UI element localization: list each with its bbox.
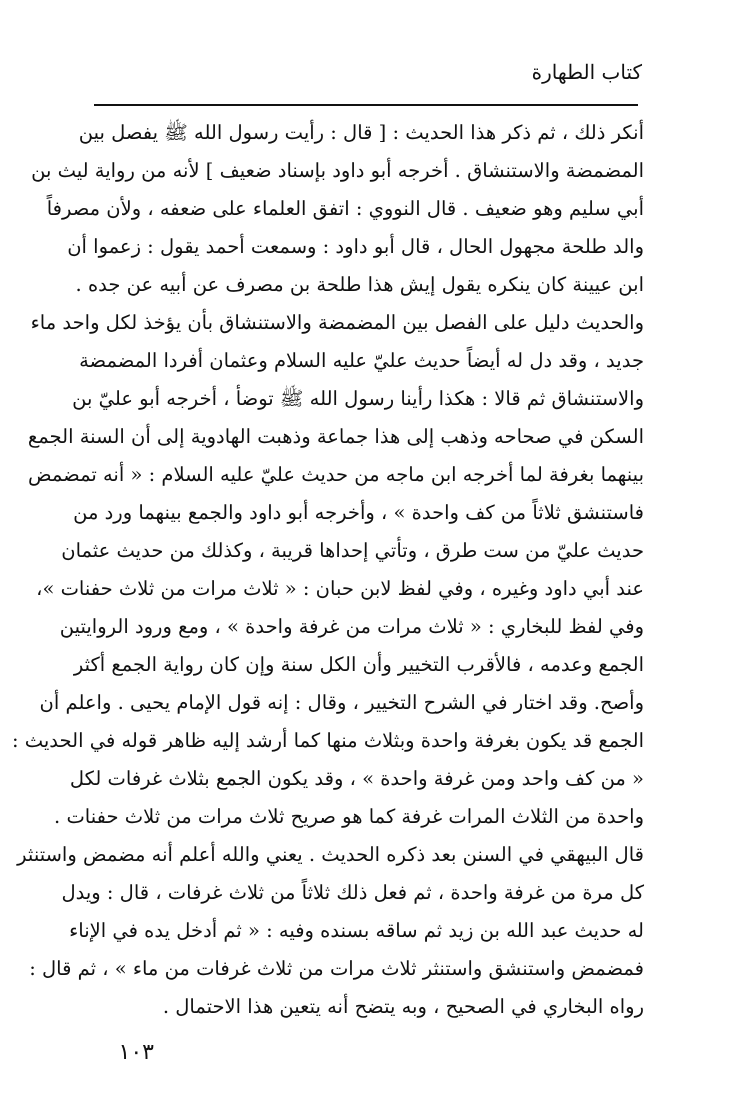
text-line: وفي لفظ للبخاري : « ثلاث مرات من غرفة واحدة » ، ومع ورود الروايتين [59, 615, 644, 638]
text-line: له حديث عبد الله بن زيد ثم ساقه بسنده وفيه : « ثم أدخل يده في الإناء [69, 919, 644, 942]
text-line: أنكر ذلك ، ثم ذكر هذا الحديث : [ قال : رأيت رسول الله ﷺ يفصل بين [78, 121, 644, 144]
text-line: أبي سليم وهو ضعيف . قال النووي : اتفق العلماء على ضعفه ، ولأن مصرفاً [46, 197, 644, 220]
text-line: والاستنشاق ثم قالا : هكذا رأينا رسول الله ﷺ توضأ ، أخرجه أبو عليّ بن [72, 387, 644, 410]
text-line: حديث عليّ من ست طرق ، وتأتي إحداها قريبة ، وكذلك من حديث عثمان [61, 539, 644, 562]
text-line: عند أبي داود وغيره ، وفي لفظ لابن حبان : « ثلاث مرات من ثلاث حفنات »، [36, 577, 644, 600]
running-header-title: كتاب الطهارة [531, 60, 642, 84]
text-line: ابن عيينة كان ينكره يقول إيش هذا طلحة بن مصرف عن أبيه عن جده . [75, 273, 644, 296]
text-line: جديد ، وقد دل له أيضاً حديث عليّ عليه السلام وعثمان أفردا المضمضة [79, 349, 644, 372]
text-line: الجمع قد يكون بغرفة واحدة وبثلاث منها كما أرشد إليه ظاهر قوله في الحديث : [11, 729, 644, 752]
text-line: قال البيهقي في السنن بعد ذكره الحديث . يعني والله أعلم أنه مضمض واستنثر [17, 843, 644, 866]
text-line: وأصح. وقد اختار في الشرح التخيير ، وقال : إنه قول الإمام يحيى . واعلم أن [39, 691, 644, 714]
text-line: « من كف واحد ومن غرفة واحدة » ، وقد يكون الجمع بثلاث غرفات لكل [69, 767, 644, 790]
page-number: ١٠٣ [118, 1040, 154, 1065]
text-line-last: رواه البخاري في الصحيح ، وبه يتضح أنه يتعين هذا الاحتمال . [162, 995, 644, 1018]
header-divider [94, 104, 638, 106]
text-line: الجمع وعدمه ، فالأقرب التخيير وأن الكل سنة وإن كان رواية الجمع أكثر [73, 653, 644, 676]
text-line: السكن في صحاحه وذهب إلى هذا جماعة وذهبت الهادوية إلى أن السنة الجمع [27, 425, 644, 448]
text-line: بينهما بغرفة لما أخرجه ابن ماجه من حديث عليّ عليه السلام : « أنه تمضمض [28, 463, 644, 486]
text-line: كل مرة من غرفة واحدة ، ثم فعل ذلك ثلاثاً من ثلاث غرفات ، قال : ويدل [61, 881, 644, 904]
text-line: واحدة من الثلاث المرات غرفة كما هو صريح ثلاث مرات من ثلاث حفنات . [54, 805, 644, 828]
text-line: فاستنشق ثلاثاً من كف واحدة » ، وأخرجه أبو داود والجمع بينهما ورد من [73, 501, 644, 524]
text-line: فمضمض واستنشق واستنثر ثلاث مرات من ثلاث غرفات من ماء » ، ثم قال : [29, 957, 644, 980]
text-line: المضمضة والاستنشاق . أخرجه أبو داود بإسناد ضعيف ] لأنه من رواية ليث بن [31, 159, 644, 182]
text-line: والد طلحة مجهول الحال ، قال أبو داود : وسمعت أحمد يقول : زعموا أن [67, 235, 644, 258]
main-text-block [11, 114, 644, 1026]
text-line: والحديث دليل على الفصل بين المضمضة والاستنشاق بأن يؤخذ لكل واحد ماء [30, 311, 644, 334]
